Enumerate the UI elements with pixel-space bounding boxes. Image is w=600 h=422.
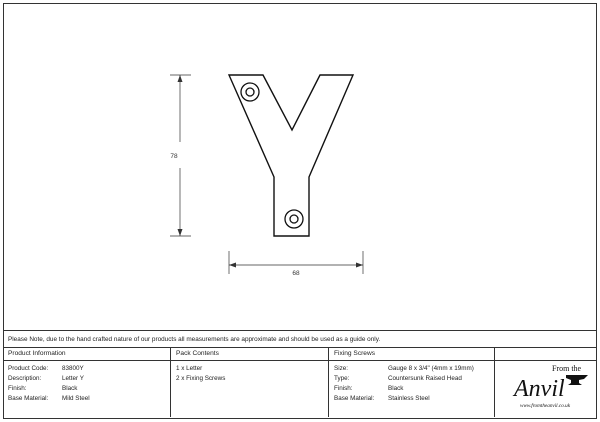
pack-item: 1 x Letter — [176, 365, 203, 372]
anvil-icon — [566, 375, 588, 385]
logo-brand: Anvil — [514, 376, 565, 402]
logo-from-the: From the — [552, 364, 582, 373]
fixing-screws-header: Fixing Screws — [334, 350, 376, 357]
column-divider — [170, 347, 171, 417]
bottom-screw-hole — [285, 210, 303, 228]
finish-label: Finish: — [8, 385, 27, 392]
screw-size-value: Gauge 8 x 3/4" (4mm x 19mm) — [388, 365, 474, 372]
measurement-note: Please Note, due to the hand crafted nature of our products all measurements are approximate and should be used as a guide only. — [8, 336, 381, 343]
height-dimension-label: 78 — [170, 153, 178, 160]
description-value: Letter Y — [62, 375, 84, 382]
screw-material-label: Base Material: — [334, 395, 375, 402]
screw-finish-value: Black — [388, 385, 404, 392]
base-material-label: Base Material: — [8, 395, 49, 402]
width-dimension-label: 68 — [292, 270, 300, 277]
product-code-value: 83800Y — [62, 365, 84, 372]
screw-type-value: Countersunk Raised Head — [388, 375, 462, 382]
column-divider — [328, 347, 329, 417]
pack-contents-header: Pack Contents — [176, 350, 219, 357]
screw-material-value: Stainless Steel — [388, 395, 430, 402]
letter-y-shape — [229, 75, 353, 236]
product-info-header: Product Information — [8, 350, 66, 357]
logo-url: www.fromtheanvil.co.uk — [520, 403, 570, 409]
base-material-value: Mild Steel — [62, 395, 90, 402]
screw-type-label: Type: — [334, 375, 350, 382]
screw-size-label: Size: — [334, 365, 348, 372]
top-screw-hole — [241, 83, 259, 101]
pack-item: 2 x Fixing Screws — [176, 375, 226, 382]
finish-value: Black — [62, 385, 78, 392]
from-the-anvil-logo — [500, 360, 596, 416]
table-top-divider — [4, 347, 596, 348]
screw-finish-label: Finish: — [334, 385, 353, 392]
description-label: Description: — [8, 375, 42, 382]
note-top-divider — [4, 330, 596, 331]
product-code-label: Product Code: — [8, 365, 49, 372]
column-divider — [494, 347, 495, 417]
